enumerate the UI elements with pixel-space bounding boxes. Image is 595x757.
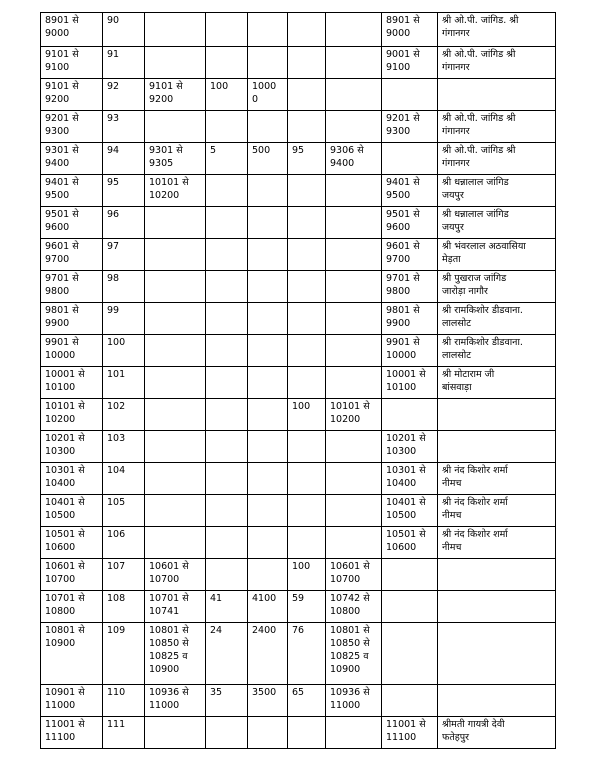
table-row — [41, 111, 556, 143]
cell-name-place — [438, 685, 556, 717]
cell-issued-range: 10701 से 10741 — [145, 591, 206, 623]
table-row — [41, 527, 556, 559]
table-row — [41, 367, 556, 399]
cell-issued-range — [145, 239, 206, 271]
table-row — [41, 463, 556, 495]
cell-amount — [248, 207, 288, 239]
cell-serial: 92 — [103, 79, 145, 111]
cell-unused-count — [288, 367, 326, 399]
cell-issued-count — [206, 527, 248, 559]
cell-issued-range — [145, 399, 206, 431]
cell-unused-range — [326, 463, 382, 495]
cell-returned-range: 10001 से 10100 — [382, 367, 438, 399]
cell-unused-count — [288, 239, 326, 271]
cell-range: 10501 से 10600 — [41, 527, 103, 559]
cell-returned-range — [382, 685, 438, 717]
cell-unused-count: 65 — [288, 685, 326, 717]
cell-serial: 107 — [103, 559, 145, 591]
cell-unused-count: 100 — [288, 559, 326, 591]
cell-name-place — [438, 559, 556, 591]
table-row — [41, 717, 556, 749]
cell-amount — [248, 399, 288, 431]
cell-unused-count: 76 — [288, 623, 326, 685]
cell-unused-range — [326, 495, 382, 527]
cell-amount: 1000 0 — [248, 79, 288, 111]
cell-issued-range — [145, 431, 206, 463]
cell-returned-range: 10201 से 10300 — [382, 431, 438, 463]
table-row — [41, 207, 556, 239]
cell-serial: 98 — [103, 271, 145, 303]
cell-issued-range — [145, 463, 206, 495]
cell-issued-count: 100 — [206, 79, 248, 111]
cell-unused-count — [288, 175, 326, 207]
cell-serial: 91 — [103, 47, 145, 79]
cell-name-place: श्रीमती गायत्री देवी फतेहपुर — [438, 717, 556, 749]
cell-unused-range — [326, 207, 382, 239]
cell-name-place: श्री धन्नालाल जांगिड जयपुर — [438, 207, 556, 239]
cell-unused-range — [326, 303, 382, 335]
cell-unused-range — [326, 717, 382, 749]
cell-range: 10101 से 10200 — [41, 399, 103, 431]
cell-range: 10301 से 10400 — [41, 463, 103, 495]
cell-unused-count — [288, 13, 326, 47]
cell-unused-range: 9306 से 9400 — [326, 143, 382, 175]
cell-issued-count — [206, 175, 248, 207]
cell-range: 9301 से 9400 — [41, 143, 103, 175]
cell-amount: 4100 — [248, 591, 288, 623]
cell-name-place — [438, 591, 556, 623]
cell-issued-count — [206, 303, 248, 335]
cell-name-place — [438, 79, 556, 111]
register-table — [40, 12, 556, 749]
cell-issued-count — [206, 13, 248, 47]
cell-amount — [248, 303, 288, 335]
cell-name-place: श्री रामकिशोर डीडवाना. लालसोट — [438, 303, 556, 335]
cell-issued-range — [145, 367, 206, 399]
table-row — [41, 623, 556, 685]
cell-serial: 94 — [103, 143, 145, 175]
cell-serial: 102 — [103, 399, 145, 431]
cell-issued-count — [206, 717, 248, 749]
cell-range: 9901 से 10000 — [41, 335, 103, 367]
cell-returned-range: 9601 से 9700 — [382, 239, 438, 271]
cell-unused-range: 10801 से 10850 से 10825 व 10900 — [326, 623, 382, 685]
register-table-body — [41, 13, 556, 749]
cell-issued-count — [206, 463, 248, 495]
cell-name-place: श्री नंद किशोर शर्मा नीमच — [438, 495, 556, 527]
cell-unused-count — [288, 271, 326, 303]
cell-unused-range — [326, 239, 382, 271]
cell-issued-count — [206, 111, 248, 143]
cell-unused-range: 10742 से 10800 — [326, 591, 382, 623]
cell-returned-range — [382, 559, 438, 591]
table-row — [41, 303, 556, 335]
cell-amount — [248, 367, 288, 399]
cell-issued-range: 9301 से 9305 — [145, 143, 206, 175]
cell-returned-range: 9901 से 10000 — [382, 335, 438, 367]
table-row — [41, 335, 556, 367]
cell-unused-range — [326, 271, 382, 303]
cell-unused-count — [288, 463, 326, 495]
cell-name-place: श्री रामकिशोर डीडवाना. लालसोट — [438, 335, 556, 367]
cell-unused-count — [288, 207, 326, 239]
cell-amount: 3500 — [248, 685, 288, 717]
cell-serial: 111 — [103, 717, 145, 749]
table-row — [41, 431, 556, 463]
cell-serial: 96 — [103, 207, 145, 239]
cell-name-place: श्री ओ.पी. जांगिड श्री गंगानगर — [438, 143, 556, 175]
cell-range: 9401 से 9500 — [41, 175, 103, 207]
cell-amount — [248, 13, 288, 47]
cell-issued-count — [206, 367, 248, 399]
cell-issued-range: 9101 से 9200 — [145, 79, 206, 111]
table-row — [41, 495, 556, 527]
cell-returned-range: 10301 से 10400 — [382, 463, 438, 495]
cell-returned-range: 9501 से 9600 — [382, 207, 438, 239]
cell-returned-range: 11001 से 11100 — [382, 717, 438, 749]
cell-issued-count — [206, 559, 248, 591]
cell-name-place: श्री नंद किशोर शर्मा नीमच — [438, 527, 556, 559]
cell-returned-range: 10501 से 10600 — [382, 527, 438, 559]
cell-serial: 106 — [103, 527, 145, 559]
cell-returned-range — [382, 399, 438, 431]
cell-issued-range — [145, 303, 206, 335]
cell-range: 9701 से 9800 — [41, 271, 103, 303]
cell-range: 10001 से 10100 — [41, 367, 103, 399]
cell-name-place: श्री मोटाराम जी बांसवाड़ा — [438, 367, 556, 399]
cell-name-place: श्री पुखराज जांगिड जारोड़ा नागौर — [438, 271, 556, 303]
cell-amount — [248, 527, 288, 559]
cell-returned-range: 9701 से 9800 — [382, 271, 438, 303]
cell-name-place: श्री नंद किशोर शर्मा नीमच — [438, 463, 556, 495]
cell-amount: 500 — [248, 143, 288, 175]
cell-range: 10401 से 10500 — [41, 495, 103, 527]
cell-returned-range — [382, 591, 438, 623]
cell-issued-count: 41 — [206, 591, 248, 623]
cell-issued-count — [206, 271, 248, 303]
cell-returned-range — [382, 143, 438, 175]
cell-issued-count — [206, 239, 248, 271]
cell-unused-range — [326, 335, 382, 367]
cell-issued-range — [145, 13, 206, 47]
cell-issued-count — [206, 495, 248, 527]
cell-range: 9101 से 9100 — [41, 47, 103, 79]
cell-unused-count — [288, 303, 326, 335]
cell-range: 11001 से 11100 — [41, 717, 103, 749]
cell-returned-range: 9401 से 9500 — [382, 175, 438, 207]
cell-issued-count: 5 — [206, 143, 248, 175]
cell-unused-range — [326, 47, 382, 79]
cell-name-place — [438, 399, 556, 431]
cell-name-place — [438, 623, 556, 685]
cell-serial: 103 — [103, 431, 145, 463]
cell-returned-range — [382, 79, 438, 111]
cell-amount — [248, 175, 288, 207]
cell-issued-range: 10101 से 10200 — [145, 175, 206, 207]
cell-serial: 100 — [103, 335, 145, 367]
cell-range: 9801 से 9900 — [41, 303, 103, 335]
cell-unused-count — [288, 431, 326, 463]
cell-amount — [248, 47, 288, 79]
cell-issued-range — [145, 335, 206, 367]
cell-serial: 104 — [103, 463, 145, 495]
cell-issued-range — [145, 271, 206, 303]
cell-name-place — [438, 431, 556, 463]
cell-range: 9601 से 9700 — [41, 239, 103, 271]
cell-amount — [248, 559, 288, 591]
cell-range: 10601 से 10700 — [41, 559, 103, 591]
cell-returned-range: 9801 से 9900 — [382, 303, 438, 335]
cell-issued-range — [145, 717, 206, 749]
cell-returned-range: 9001 से 9100 — [382, 47, 438, 79]
cell-issued-count: 24 — [206, 623, 248, 685]
cell-serial: 105 — [103, 495, 145, 527]
cell-issued-range — [145, 207, 206, 239]
cell-unused-count: 95 — [288, 143, 326, 175]
cell-unused-count — [288, 111, 326, 143]
cell-amount — [248, 239, 288, 271]
cell-unused-count — [288, 717, 326, 749]
cell-unused-count — [288, 47, 326, 79]
table-row — [41, 591, 556, 623]
cell-returned-range — [382, 623, 438, 685]
cell-range: 8901 से 9000 — [41, 13, 103, 47]
cell-unused-count — [288, 335, 326, 367]
table-row — [41, 47, 556, 79]
cell-serial: 99 — [103, 303, 145, 335]
cell-unused-count: 59 — [288, 591, 326, 623]
cell-issued-count — [206, 207, 248, 239]
cell-unused-range — [326, 431, 382, 463]
table-row — [41, 143, 556, 175]
cell-range: 9501 से 9600 — [41, 207, 103, 239]
cell-serial: 93 — [103, 111, 145, 143]
cell-amount — [248, 495, 288, 527]
cell-issued-count — [206, 47, 248, 79]
cell-issued-count: 35 — [206, 685, 248, 717]
table-row — [41, 239, 556, 271]
cell-name-place: श्री भंवरलाल अठवासिया मेड़ता — [438, 239, 556, 271]
cell-unused-count: 100 — [288, 399, 326, 431]
cell-issued-count — [206, 335, 248, 367]
cell-serial: 108 — [103, 591, 145, 623]
cell-range: 10801 से 10900 — [41, 623, 103, 685]
cell-name-place: श्री ओ.पी. जांगिड श्री गंगानगर — [438, 47, 556, 79]
cell-issued-range: 10801 से 10850 से 10825 व 10900 — [145, 623, 206, 685]
cell-range: 10701 से 10800 — [41, 591, 103, 623]
cell-serial: 109 — [103, 623, 145, 685]
cell-serial: 110 — [103, 685, 145, 717]
cell-amount — [248, 111, 288, 143]
cell-unused-count — [288, 79, 326, 111]
cell-serial: 90 — [103, 13, 145, 47]
cell-issued-range — [145, 495, 206, 527]
cell-range: 10201 से 10300 — [41, 431, 103, 463]
cell-issued-range: 10601 से 10700 — [145, 559, 206, 591]
cell-unused-range — [326, 13, 382, 47]
cell-returned-range: 8901 से 9000 — [382, 13, 438, 47]
cell-unused-count — [288, 527, 326, 559]
cell-name-place: श्री ओ.पी. जांगिड श्री गंगानगर — [438, 111, 556, 143]
table-row — [41, 13, 556, 47]
cell-name-place: श्री धन्नालाल जांगिड जयपुर — [438, 175, 556, 207]
cell-serial: 101 — [103, 367, 145, 399]
table-row — [41, 559, 556, 591]
cell-amount — [248, 431, 288, 463]
cell-issued-count — [206, 431, 248, 463]
cell-unused-range — [326, 527, 382, 559]
cell-issued-range — [145, 111, 206, 143]
cell-unused-range: 10936 से 11000 — [326, 685, 382, 717]
cell-unused-range — [326, 175, 382, 207]
cell-unused-range: 10601 से 10700 — [326, 559, 382, 591]
cell-returned-range: 9201 से 9300 — [382, 111, 438, 143]
cell-unused-range — [326, 367, 382, 399]
cell-unused-range: 10101 से 10200 — [326, 399, 382, 431]
cell-amount — [248, 271, 288, 303]
table-row — [41, 685, 556, 717]
table-row — [41, 79, 556, 111]
cell-issued-count — [206, 399, 248, 431]
cell-serial: 95 — [103, 175, 145, 207]
cell-unused-range — [326, 79, 382, 111]
cell-amount — [248, 463, 288, 495]
cell-unused-count — [288, 495, 326, 527]
cell-range: 9201 से 9300 — [41, 111, 103, 143]
cell-serial: 97 — [103, 239, 145, 271]
cell-range: 10901 से 11000 — [41, 685, 103, 717]
cell-issued-range: 10936 से 11000 — [145, 685, 206, 717]
cell-unused-range — [326, 111, 382, 143]
cell-issued-range — [145, 527, 206, 559]
cell-returned-range: 10401 से 10500 — [382, 495, 438, 527]
table-row — [41, 399, 556, 431]
table-row — [41, 271, 556, 303]
cell-amount — [248, 335, 288, 367]
cell-name-place: श्री ओ.पी. जांगिड. श्री गंगानगर — [438, 13, 556, 47]
cell-issued-range — [145, 47, 206, 79]
cell-range: 9101 से 9200 — [41, 79, 103, 111]
cell-amount — [248, 717, 288, 749]
table-row — [41, 175, 556, 207]
cell-amount: 2400 — [248, 623, 288, 685]
